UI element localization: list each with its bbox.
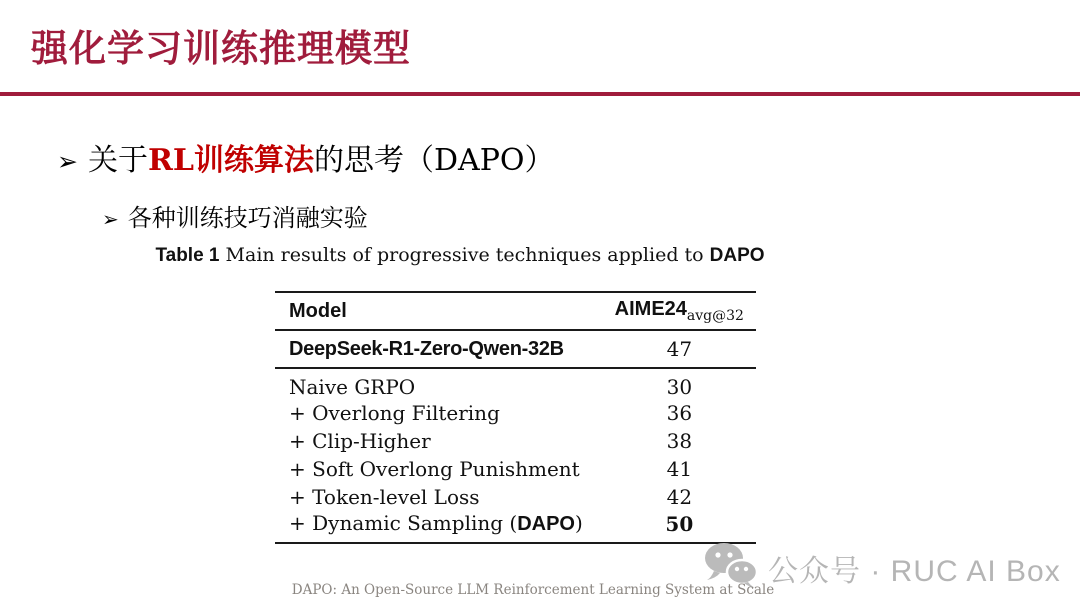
table-row [275,483,756,511]
row-label: + Token-level Loss [289,485,480,509]
bullet-main-suffix: 的思考（DAPO） [313,143,555,178]
table-caption-label: Table 1 [155,245,220,266]
table-row [275,511,756,543]
metric-name: AIME24 [614,298,687,320]
row-value: 41 [666,457,693,481]
bullet-sub-text: 各种训练技巧消融实验 [127,204,368,232]
final-row-bold: DAPO [517,513,575,535]
baseline-value: 47 [666,337,693,361]
table-row [275,399,756,427]
table-caption-bold-suffix: DAPO [709,245,765,266]
final-row-suffix: ) [575,511,583,535]
arrow-bullet-icon: ➢ [57,147,78,176]
row-value: 36 [666,401,693,425]
table-header-row [275,292,756,330]
metric-subscript: avg@32 [686,308,744,324]
table-row [275,427,756,455]
arrow-bullet-icon: ➢ [102,207,119,231]
row-label-final [275,511,603,543]
results-table [275,291,756,544]
bullet-main-highlight: RL训练算法 [147,143,314,178]
row-value: 42 [666,485,693,509]
row-label: + Overlong Filtering [289,401,500,425]
row-value: 38 [666,429,693,453]
column-header-model: Model [289,299,347,322]
row-value: 30 [666,375,693,399]
table-caption [155,244,765,267]
row-label: Naive GRPO [289,375,416,399]
row-value-final: 50 [665,511,694,536]
baseline-model-name: DeepSeek-R1-Zero-Qwen-32B [289,337,564,360]
title-divider [0,92,1080,96]
column-header-metric [603,292,756,330]
table-row [275,330,756,368]
watermark-text: 公众号 · RUC AI Box [768,554,1061,588]
page-title: 强化学习训练推理模型 [31,28,411,69]
table-caption-text: Main results of progressive techniques applied to [219,244,710,266]
table-row [275,368,756,399]
bullet-main-prefix: 关于 [87,143,148,178]
table-row [275,455,756,483]
row-label: + Clip-Higher [289,429,431,453]
footer-citation: DAPO: An Open-Source LLM Reinforcement Learning System at Scale [291,582,775,598]
final-row-prefix: + Dynamic Sampling ( [289,511,518,535]
row-label: + Soft Overlong Punishment [289,457,580,481]
bullet-main [57,135,554,179]
bullet-sub [102,198,368,233]
